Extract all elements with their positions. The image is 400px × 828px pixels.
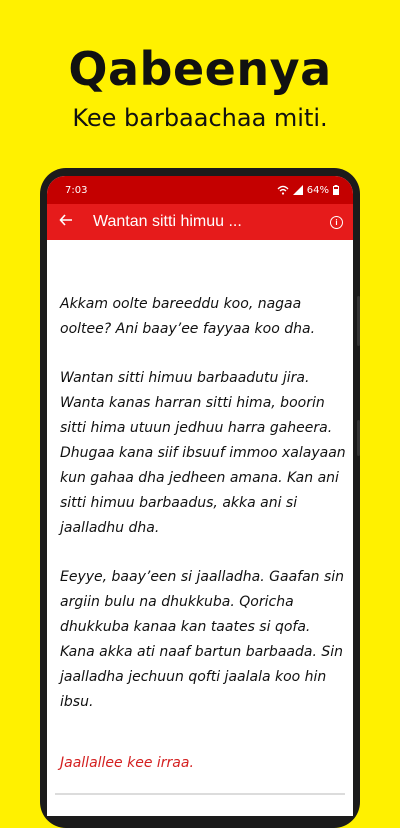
letter-content — [47, 240, 348, 776]
battery-icon — [333, 185, 339, 195]
status-icons — [277, 185, 339, 196]
phone-screen — [47, 176, 353, 816]
battery-percent: 64% — [306, 184, 329, 196]
status-time: 7:03 — [65, 184, 88, 196]
letter-paragraph: Wantan sitti himuu barbaadutu jira. Wanta kanas harran sitti hima, boorin sitti hima utuun jedhuu harra gaheera. Dhugaa kana siif ibsuuf immoo xalayaan kun gahaa dha jedheen amana. Kan ani sitti himuu barbaadus, akka ani si jaalladhu dha. — [60, 370, 346, 536]
app-title: Wantan sitti himuu ... — [93, 213, 242, 230]
bottom-divider — [55, 793, 345, 795]
wifi-icon — [277, 185, 289, 195]
promo-subtitle: Kee barbaachaa miti. — [72, 104, 328, 132]
volume-button — [357, 296, 360, 346]
info-icon[interactable]: i — [330, 216, 343, 229]
letter-signature: Jaallallee kee irraa. — [60, 755, 194, 771]
signal-icon — [293, 185, 303, 195]
promo-title: Qabeenya — [68, 42, 332, 96]
power-button — [357, 420, 360, 456]
arrow-left-icon[interactable] — [59, 213, 79, 232]
app-bar — [47, 204, 353, 240]
status-bar — [47, 176, 353, 204]
letter-paragraph: Eeyye, baay’een si jaalladha. Gaafan sin argiin bulu na dhukkuba. Qoricha dhukkuba kanaa kan taates si qofa. Kana akka ati naaf bartun barbaada. Sin jaalladha jechuun qofti jaalala koo hin ibsu. — [60, 569, 345, 710]
letter-paragraph: Akkam oolte bareeddu koo, nagaa ooltee? Ani baay’ee fayyaa koo dha. — [60, 296, 316, 337]
